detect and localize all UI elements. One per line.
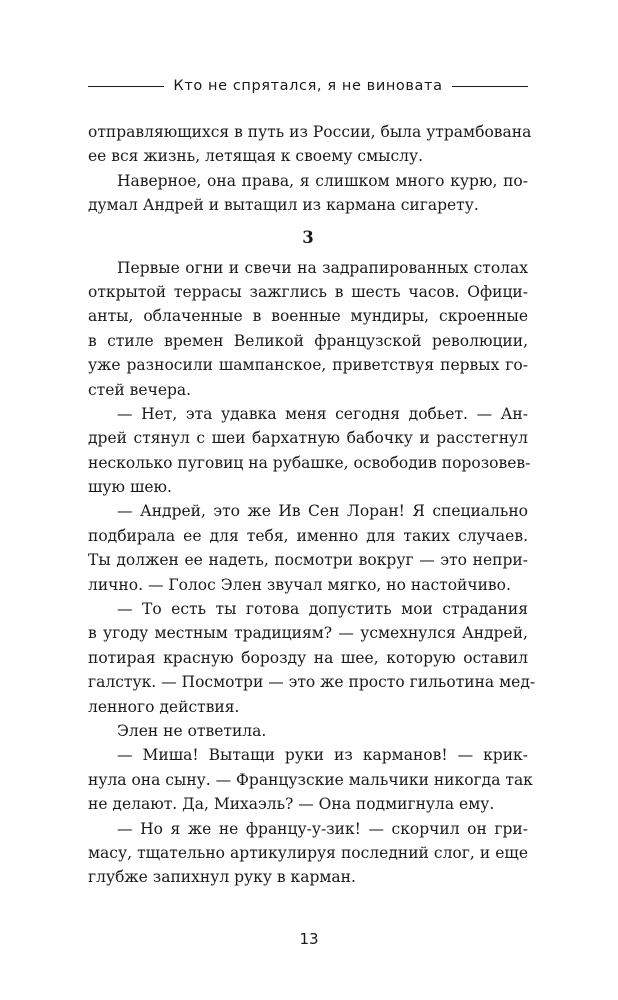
text-line: — То есть ты готова допустить мои страдания <box>117 600 528 619</box>
text-line: не делают. Да, Михаэль? — Она подмигнула ему. <box>88 795 495 814</box>
text-line: несколько пуговиц на рубашке, освободив порозовев- <box>88 453 531 472</box>
running-head-rule-right <box>452 86 528 87</box>
text-line: галстук. — Посмотри — это же просто гильотина мед- <box>88 673 536 692</box>
text-line: — Андрей, это же Ив Сен Лоран! Я специально <box>117 502 528 521</box>
text-line: глубже запихнул руку в карман. <box>88 868 356 887</box>
text-line: Элен не ответила. <box>117 721 267 740</box>
text-line: ленного действия. <box>88 697 240 716</box>
text-line: — Миша! Вытащи руки из карманов! — крик- <box>117 746 528 765</box>
running-head <box>88 76 528 96</box>
text-line: Первые огни и свечи на задрапированных столах <box>117 258 528 277</box>
text-line: потирая красную борозду на шее, которую оставил <box>88 648 528 667</box>
text-line: ее вся жизнь, летящая к своему смыслу. <box>88 147 424 166</box>
text-line: шую шею. <box>88 478 172 497</box>
text-line: подбирала ее для тебя, именно для таких случаев. <box>88 526 528 545</box>
text-line: в угоду местным традициям? — усмехнулся Андрей, <box>88 624 528 643</box>
page-number: 13 <box>299 930 319 948</box>
running-head-rule-left <box>88 86 164 87</box>
text-line: — Нет, эта удавка меня сегодня добьет. — Ан- <box>117 404 528 423</box>
text-line: нула она сыну. — Французские мальчики никогда так <box>88 770 533 789</box>
text-line: дрей стянул с шеи бархатную бабочку и расстегнул <box>88 429 528 448</box>
body-text <box>88 120 536 890</box>
text-line: лично. — Голос Элен звучал мягко, но настойчиво. <box>88 575 511 594</box>
text-line: анты, облаченные в военные мундиры, скроенные <box>88 307 528 326</box>
chapter-heading: 3 <box>302 227 314 247</box>
text-line: стей вечера. <box>88 380 192 399</box>
text-line: в стиле времен Великой французской революции, <box>88 331 528 350</box>
text-line: отправляющихся в путь из России, была утрамбована <box>88 123 532 141</box>
text-line: открытой террасы зажглись в шесть часов. Офици- <box>88 282 528 301</box>
text-line: масу, тщательно артикулируя последний слог, и еще <box>88 843 528 862</box>
text-line: Наверное, она права, я слишком много курю, по- <box>117 171 528 190</box>
text-line: Ты должен ее надеть, посмотри вокруг — это непри- <box>88 551 528 570</box>
text-line: — Но я же не францу-у-зик! — скорчил он гри- <box>117 819 528 838</box>
text-line: уже разносили шампанское, приветствуя первых го- <box>88 356 528 375</box>
text-line: думал Андрей и вытащил из кармана сигарету. <box>88 196 479 215</box>
running-head-title: Кто не спрятался, я не виновата <box>173 78 443 94</box>
